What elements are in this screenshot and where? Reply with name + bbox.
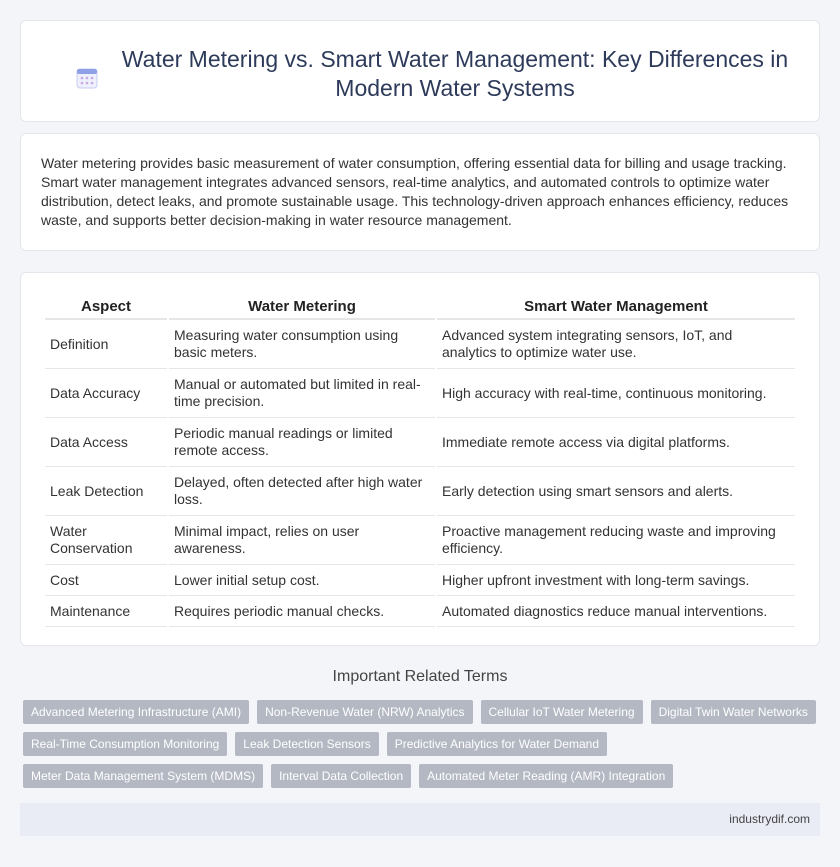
water-metering-cell: Requires periodic manual checks. bbox=[169, 596, 435, 627]
table-row bbox=[45, 516, 795, 565]
aspect-cell: Water Conservation bbox=[45, 516, 167, 565]
related-terms-tags bbox=[23, 700, 823, 796]
water-metering-cell: Delayed, often detected after high water loss. bbox=[169, 467, 435, 516]
water-metering-cell: Manual or automated but limited in real-time precision. bbox=[169, 369, 435, 418]
table-row bbox=[45, 596, 795, 627]
intro-card bbox=[20, 133, 820, 251]
aspect-cell: Leak Detection bbox=[45, 467, 167, 516]
smart-water-cell: Advanced system integrating sensors, IoT, and analytics to optimize water use. bbox=[437, 320, 795, 369]
tag-ami[interactable]: Advanced Metering Infrastructure (AMI) bbox=[23, 700, 249, 724]
table-row bbox=[45, 565, 795, 596]
tag-digital-twin[interactable]: Digital Twin Water Networks bbox=[651, 700, 816, 724]
tag-predictive-analytics[interactable]: Predictive Analytics for Water Demand bbox=[387, 732, 607, 756]
comparison-table-card bbox=[20, 272, 820, 646]
tag-amr-integration[interactable]: Automated Meter Reading (AMR) Integration bbox=[419, 764, 673, 788]
intro-paragraph: Water metering provides basic measurement of water consumption, offering essential data for billing and usage tracking. Smart water management integrates advanced sensors, real-time analytics, and automated controls to optimize water distribution, detect leaks, and promote sustainable usage. This technology-driven approach enhances efficiency, reduces waste, and supports better decision-making in water resource management. bbox=[41, 155, 789, 228]
header-water-metering: Water Metering bbox=[169, 293, 435, 320]
footer bbox=[20, 803, 820, 836]
page-title: Water Metering vs. Smart Water Management: Key Differences in Modern Water Systems bbox=[121, 46, 789, 101]
water-metering-cell: Measuring water consumption using basic meters. bbox=[169, 320, 435, 369]
table-row bbox=[45, 418, 795, 467]
aspect-cell: Data Access bbox=[45, 418, 167, 467]
water-metering-cell: Minimal impact, relies on user awareness. bbox=[169, 516, 435, 565]
water-metering-cell: Periodic manual readings or limited remote access. bbox=[169, 418, 435, 467]
water-metering-cell: Lower initial setup cost. bbox=[169, 565, 435, 596]
table-row bbox=[45, 369, 795, 418]
tag-row bbox=[23, 764, 823, 788]
table-header-row bbox=[45, 293, 795, 320]
tag-cellular-iot[interactable]: Cellular IoT Water Metering bbox=[481, 700, 643, 724]
smart-water-cell: Automated diagnostics reduce manual interventions. bbox=[437, 596, 795, 627]
tag-row bbox=[23, 732, 823, 756]
smart-water-cell: High accuracy with real-time, continuous monitoring. bbox=[437, 369, 795, 418]
smart-water-cell: Immediate remote access via digital platforms. bbox=[437, 418, 795, 467]
tag-mdms[interactable]: Meter Data Management System (MDMS) bbox=[23, 764, 263, 788]
title-card bbox=[20, 20, 820, 122]
footer-site-link[interactable]: industrydif.com bbox=[729, 812, 810, 826]
comparison-table bbox=[43, 293, 797, 627]
smart-water-cell: Proactive management reducing waste and improving efficiency. bbox=[437, 516, 795, 565]
tag-interval-data[interactable]: Interval Data Collection bbox=[271, 764, 411, 788]
header-aspect: Aspect bbox=[45, 293, 167, 320]
tag-row bbox=[23, 700, 823, 724]
header-smart-water-management: Smart Water Management bbox=[437, 293, 795, 320]
tag-nrw-analytics[interactable]: Non-Revenue Water (NRW) Analytics bbox=[257, 700, 472, 724]
tag-leak-detection-sensors[interactable]: Leak Detection Sensors bbox=[235, 732, 378, 756]
smart-water-cell: Early detection using smart sensors and alerts. bbox=[437, 467, 795, 516]
table-row bbox=[45, 320, 795, 369]
tag-real-time-monitoring[interactable]: Real-Time Consumption Monitoring bbox=[23, 732, 227, 756]
related-terms-title: Important Related Terms bbox=[332, 668, 508, 685]
aspect-cell: Data Accuracy bbox=[45, 369, 167, 418]
smart-water-cell: Higher upfront investment with long-term savings. bbox=[437, 565, 795, 596]
aspect-cell: Maintenance bbox=[45, 596, 167, 627]
aspect-cell: Cost bbox=[45, 565, 167, 596]
aspect-cell: Definition bbox=[45, 320, 167, 369]
table-row bbox=[45, 467, 795, 516]
